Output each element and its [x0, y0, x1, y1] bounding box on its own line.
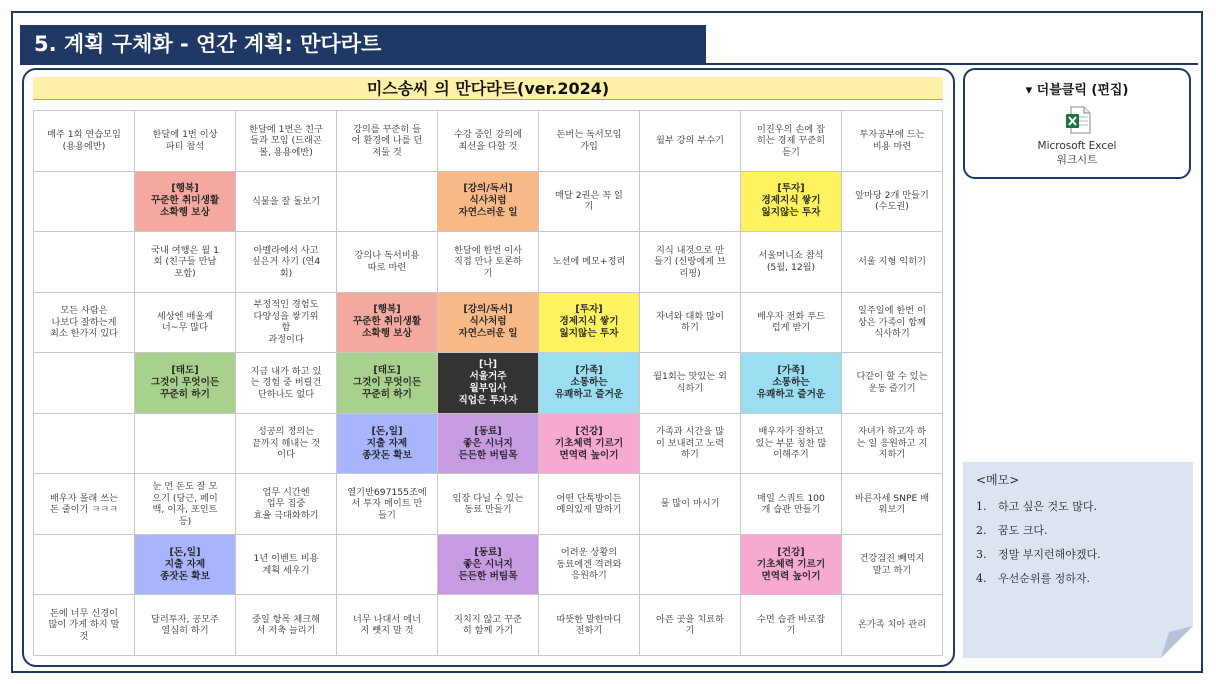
excel-object-panel[interactable] — [963, 68, 1191, 179]
mandalart-cell[interactable]: 돈버는 독서모임 가입 — [539, 111, 640, 172]
mandalart-goal-cell[interactable]: [가족] 소통하는 유쾌하고 즐거운 — [539, 353, 640, 414]
memo-item-text: 정말 부지런해야겠다. — [998, 548, 1101, 561]
mandalart-cell[interactable]: 모든 사람은 나보다 잘하는게 최소 한가지 있다 — [34, 293, 135, 354]
memo-item-number: 1. — [976, 500, 987, 513]
mandalart-goal-cell[interactable]: [건강] 기초체력 기르기 면역력 높이기 — [539, 414, 640, 475]
memo-title: <메모> — [976, 473, 1020, 487]
memo-item — [976, 519, 1101, 543]
mandalart-cell[interactable]: 따뜻한 말한마디 전하기 — [539, 595, 640, 656]
memo-item-text: 하고 싶은 것도 많다. — [998, 500, 1097, 513]
mandalart-goal-cell[interactable]: [투자] 경제지식 쌓기 잃지않는 투자 — [741, 172, 842, 233]
mandalart-cell[interactable] — [34, 414, 135, 475]
mandalart-goal-cell[interactable]: [태도] 그것이 무엇이든 꾸준히 하기 — [135, 353, 236, 414]
mandalart-cell[interactable]: 투자공부에 드는 비용 마련 — [842, 111, 943, 172]
mandalart-goal-cell[interactable]: [가족] 소통하는 유쾌하고 즐거운 — [741, 353, 842, 414]
mandalart-cell[interactable] — [337, 172, 438, 233]
excel-caption-app: Microsoft Excel — [1037, 140, 1117, 152]
mandalart-grid[interactable] — [33, 110, 943, 656]
mandalart-cell[interactable] — [135, 414, 236, 475]
mandalart-cell[interactable] — [640, 535, 741, 596]
mandalart-banner: 미스송씨 의 만다라트(ver.2024) — [33, 77, 943, 100]
memo-item-text: 우선순위를 정하자. — [998, 572, 1091, 585]
mandalart-cell[interactable]: 매달 2권은 꼭 읽 기 — [539, 172, 640, 233]
mandalart-cell[interactable]: 중일 항목 체크해 서 저축 늘리기 — [236, 595, 337, 656]
mandalart-cell[interactable]: 국내 여행은 월 1 회 (친구들 만남 포함) — [135, 232, 236, 293]
mandalart-cell[interactable]: 물 많이 마시기 — [640, 474, 741, 535]
mandalart-goal-cell[interactable]: [나] 서울거주 월부입사 직업은 투자자 — [438, 353, 539, 414]
mandalart-goal-cell[interactable]: [돈,일] 지출 자제 종잣돈 확보 — [337, 414, 438, 475]
mandalart-cell[interactable]: 아벨라에서 사고 싶은거 사기 (연4 회) — [236, 232, 337, 293]
mandalart-cell[interactable]: 배우자 몰래 쓰는 돈 줄이기 ㅋㅋㅋ — [34, 474, 135, 535]
mandalart-cell[interactable]: 매일 스쿼트 100 개 습관 만들기 — [741, 474, 842, 535]
mandalart-goal-cell[interactable]: [동료] 좋은 시너지 든든한 버팀목 — [438, 414, 539, 475]
mandalart-cell[interactable]: 어떤 단톡방이든 예의있게 말하기 — [539, 474, 640, 535]
mandalart-cell[interactable]: 수강 중인 강의에 최선을 다할 것 — [438, 111, 539, 172]
mandalart-cell[interactable]: 달러투자, 공모주 열심히 하기 — [135, 595, 236, 656]
mandalart-cell[interactable]: 한달에 한번 이사 직접 만나 토론하 기 — [438, 232, 539, 293]
title-underline — [20, 63, 1198, 65]
mandalart-cell[interactable]: 식물을 잘 돌보기 — [236, 172, 337, 233]
excel-object-caption — [965, 140, 1189, 167]
double-click-edit-label[interactable]: ▾ 더블클릭 (편집) — [1025, 83, 1129, 98]
mandalart-cell[interactable]: 수면 습관 바로잡 기 — [741, 595, 842, 656]
mandalart-cell[interactable]: 일주일에 한번 이 상은 가족이 함께 식사하기 — [842, 293, 943, 354]
mandalart-goal-cell[interactable]: [건강] 기초체력 기르기 면역력 높이기 — [741, 535, 842, 596]
mandalart-cell[interactable]: 건강검진 빼먹지 말고 하기 — [842, 535, 943, 596]
excel-icon[interactable] — [1065, 106, 1091, 134]
memo-item — [976, 567, 1101, 591]
mandalart-goal-cell[interactable]: [태도] 그것이 무엇이든 꾸준히 하기 — [337, 353, 438, 414]
memo-item-number: 3. — [976, 548, 987, 561]
mandalart-cell[interactable]: 바른자세 SNPE 배 워보기 — [842, 474, 943, 535]
mandalart-cell[interactable]: 월1회는 맛있는 외 식하기 — [640, 353, 741, 414]
mandalart-cell[interactable]: 자녀와 대화 많이 하기 — [640, 293, 741, 354]
mandalart-cell[interactable]: 노션에 메모+정리 — [539, 232, 640, 293]
mandalart-cell[interactable]: 강의를 꾸준히 들 어 환경에 나를 던 져둘 것 — [337, 111, 438, 172]
mandalart-cell[interactable]: 온가족 치아 관리 — [842, 595, 943, 656]
mandalart-goal-cell[interactable]: [행복] 꾸준한 취미생활 소확행 보상 — [337, 293, 438, 354]
mandalart-cell[interactable]: 부정적인 경험도 다양성을 쌓기위 함 과정이다 — [236, 293, 337, 354]
mandalart-cell[interactable]: 세상엔 배울게 너~무 많다 — [135, 293, 236, 354]
mandalart-cell[interactable]: 한달에 1번은 친구 들과 모임 (드래곤 볼, 용용에반) — [236, 111, 337, 172]
mandalart-cell[interactable]: 월부 강의 부수기 — [640, 111, 741, 172]
mandalart-cell[interactable]: 가족과 시간을 많 이 보내려고 노력 하기 — [640, 414, 741, 475]
memo-item-number: 2. — [976, 524, 987, 537]
mandalart-cell[interactable]: 열기반697155조에 서 투자 메이트 만 들기 — [337, 474, 438, 535]
memo-item-number: 4. — [976, 572, 987, 585]
mandalart-cell[interactable] — [34, 232, 135, 293]
excel-caption-type: 워크시트 — [1056, 153, 1098, 166]
mandalart-cell[interactable]: 배우자가 잘하고 있는 부분 칭찬 많 이해주기 — [741, 414, 842, 475]
mandalart-cell[interactable]: 어려운 상황의 동료에겐 격려와 응원하기 — [539, 535, 640, 596]
mandalart-cell[interactable]: 자녀가 하고자 하 는 일 응원하고 지 지하기 — [842, 414, 943, 475]
mandalart-goal-cell[interactable]: [돈,일] 지출 자제 종잣돈 확보 — [135, 535, 236, 596]
mandalart-cell[interactable]: 서울 지형 익히기 — [842, 232, 943, 293]
mandalart-cell[interactable]: 지식 내것으로 만 들기 (신랑에게 브 리핑) — [640, 232, 741, 293]
mandalart-cell[interactable] — [34, 535, 135, 596]
mandalart-cell[interactable]: 배우자 전화 푸드 럽게 받기 — [741, 293, 842, 354]
mandalart-cell[interactable]: 앞마당 2개 만들기 (수도권) — [842, 172, 943, 233]
slide-title: 5. 계획 구체화 - 연간 계획: 만다라트 — [20, 25, 706, 63]
mandalart-cell[interactable]: 강의나 독서비용 따로 마련 — [337, 232, 438, 293]
memo-item — [976, 543, 1101, 567]
mandalart-goal-cell[interactable]: [투자] 경제지식 쌓기 잃지않는 투자 — [539, 293, 640, 354]
mandalart-cell[interactable] — [337, 535, 438, 596]
page-fold-icon — [1161, 626, 1193, 658]
mandalart-cell[interactable] — [640, 172, 741, 233]
mandalart-cell[interactable]: 아픈 곳을 치료하 기 — [640, 595, 741, 656]
mandalart-cell[interactable]: 지금 내가 하고 있 는 경험 중 버릴건 단하나도 없다 — [236, 353, 337, 414]
mandalart-cell[interactable]: 이진우의 손에 잡 히는 경제 꾸준히 듣기 — [741, 111, 842, 172]
mandalart-cell[interactable]: 1년 이벤트 비용 계획 세우기 — [236, 535, 337, 596]
memo-note — [963, 462, 1193, 658]
mandalart-cell[interactable]: 업무 시간엔 업무 집중 효율 극대화하기 — [236, 474, 337, 535]
mandalart-goal-cell[interactable]: [행복] 꾸준한 취미생활 소확행 보상 — [135, 172, 236, 233]
mandalart-goal-cell[interactable]: [동료] 좋은 시너지 든든한 버팀목 — [438, 535, 539, 596]
memo-item-text: 꿈도 크다. — [998, 524, 1048, 537]
mandalart-goal-cell[interactable]: [강의/독서] 식사처럼 자연스러운 일 — [438, 293, 539, 354]
mandalart-cell[interactable]: 너무 나대서 에너 지 뺏지 말 것 — [337, 595, 438, 656]
mandalart-cell[interactable]: 눈 먼 돈도 잘 모 으기 (당근, 페이 백, 이자, 포인트 등) — [135, 474, 236, 535]
mandalart-cell[interactable]: 임장 다닐 수 있는 동료 만들기 — [438, 474, 539, 535]
mandalart-cell[interactable]: 지치지 않고 꾸준 히 함께 가기 — [438, 595, 539, 656]
mandalart-goal-cell[interactable]: [강의/독서] 식사처럼 자연스러운 일 — [438, 172, 539, 233]
mandalart-cell[interactable]: 한달에 1번 이상 파티 참석 — [135, 111, 236, 172]
memo-item — [976, 495, 1101, 519]
mandalart-cell[interactable]: 성공의 정의는 끝까지 해내는 것 이다 — [236, 414, 337, 475]
mandalart-cell[interactable]: 매주 1회 연습모임 (용용에반) — [34, 111, 135, 172]
mandalart-cell[interactable]: 다같이 할 수 있는 운동 즐기기 — [842, 353, 943, 414]
memo-list — [976, 495, 1101, 591]
mandalart-cell[interactable] — [34, 353, 135, 414]
mandalart-cell[interactable]: 돈에 너무 신경이 많이 가게 하지 말 것 — [34, 595, 135, 656]
mandalart-cell[interactable] — [34, 172, 135, 233]
mandalart-cell[interactable]: 서울머니쇼 참석 (5월, 12월) — [741, 232, 842, 293]
